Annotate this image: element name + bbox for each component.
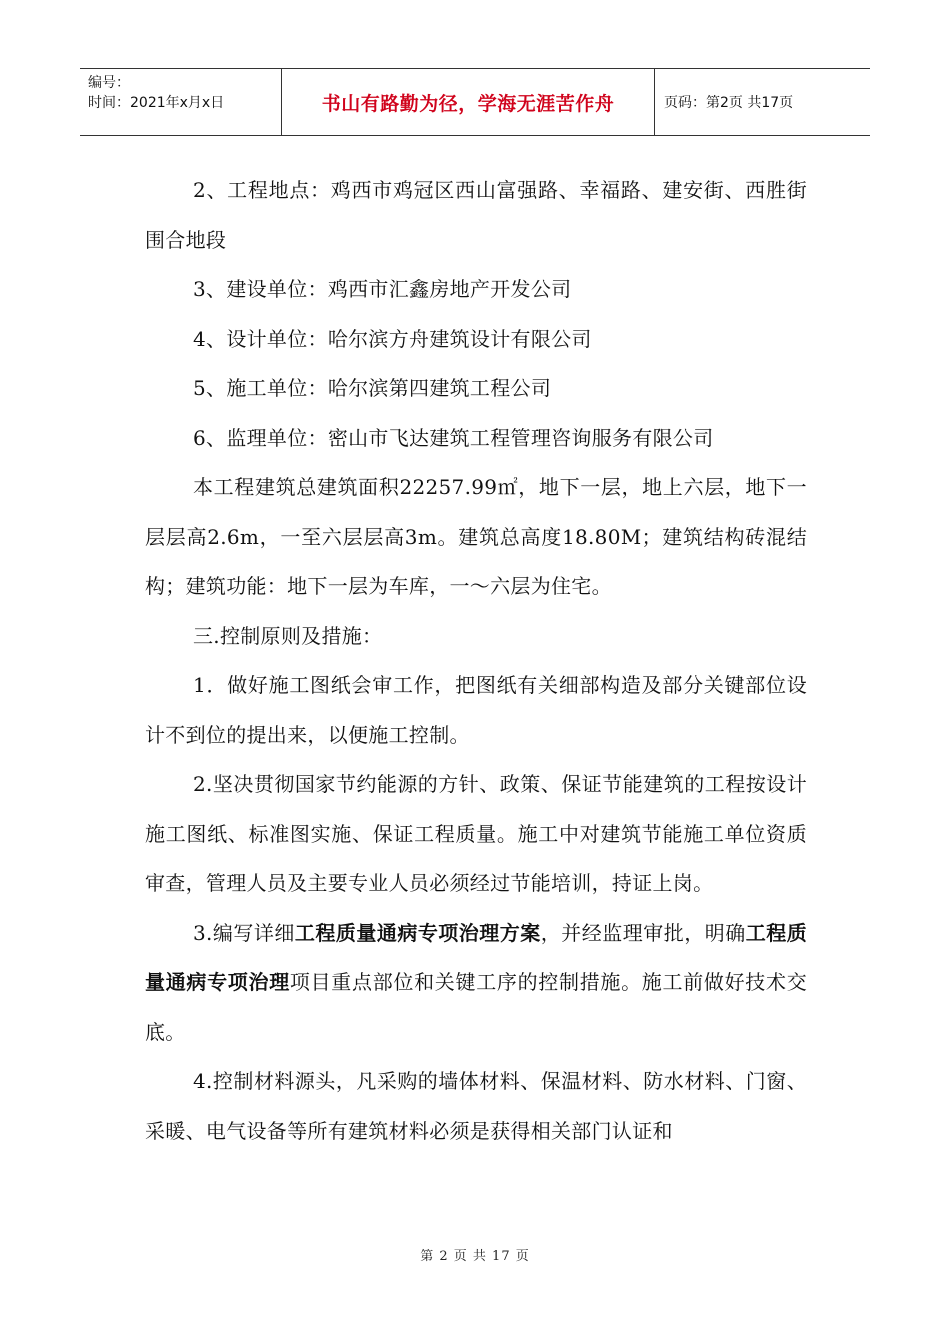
document-body bbox=[145, 166, 807, 1156]
page-footer: 第 2 页 共 17 页 bbox=[420, 1249, 530, 1264]
item-3-text-e: 项目重点部位和关键工序的控制措施。施工前做好技术交底。 bbox=[145, 970, 807, 1044]
item-3-bold-plan: 工程质量通病专项治理方案 bbox=[294, 920, 541, 945]
paragraph-item-1: 1．做好施工图纸会审工作，把图纸有关细部构造及部分关键部位设计不到位的提出来，以便施工控制。 bbox=[145, 673, 807, 747]
paragraph-project-overview: 本工程建筑总建筑面积22257.99㎡，地下一层，地上六层，地下一层层高2.6m，一至六层层高3m。建筑总高度18.80M；建筑结构砖混结构；建筑功能：地下一层为车库，一～六层为住宅。 bbox=[145, 475, 807, 598]
paragraph-supervisor: 6、监理单位：密山市飞达建筑工程管理咨询服务有限公司 bbox=[193, 425, 714, 450]
paragraph-item-2: 2.坚决贯彻国家节约能源的方针、政策、保证节能建筑的工程按设计施工图纸、标准图实施、保证工程质量。施工中对建筑节能施工单位资质审查，管理人员及主要专业人员必须经过节能培训，持证上岗。 bbox=[145, 772, 807, 895]
item-3-text-c: ，并经监理审批，明确 bbox=[540, 920, 746, 945]
header-table bbox=[80, 68, 870, 136]
header-page-info: 页码：第2页 共17页 bbox=[664, 95, 794, 111]
time-label: 时间：2021年x月x日 bbox=[88, 95, 225, 111]
header-motto: 书山有路勤为径，学海无涯苦作舟 bbox=[282, 69, 655, 135]
section-heading-control-principles: 三.控制原则及措施： bbox=[193, 623, 383, 648]
paragraph-contractor: 5、施工单位：哈尔滨第四建筑工程公司 bbox=[193, 376, 552, 400]
header-meta-cell bbox=[80, 69, 282, 135]
item-3-bold-project: 工程质量通病专项治理 bbox=[145, 920, 808, 994]
number-label: 编号： bbox=[88, 75, 130, 91]
paragraph-item-4: 4.控制材料源头，凡采购的墙体材料、保温材料、防水材料、门窗、采暖、电气设备等所有建筑材料必须是获得相关部门认证和 bbox=[145, 1069, 807, 1143]
paragraph-designer: 4、设计单位：哈尔滨方舟建筑设计有限公司 bbox=[193, 326, 592, 351]
paragraph-location: 2、工程地点：鸡西市鸡冠区西山富强路、幸福路、建安街、西胜街围合地段 bbox=[145, 178, 807, 252]
paragraph-item-3 bbox=[145, 909, 807, 1058]
item-3-text-a: 3.编写详细 bbox=[193, 920, 295, 945]
paragraph-developer: 3、建设单位：鸡西市汇鑫房地产开发公司 bbox=[193, 277, 572, 301]
